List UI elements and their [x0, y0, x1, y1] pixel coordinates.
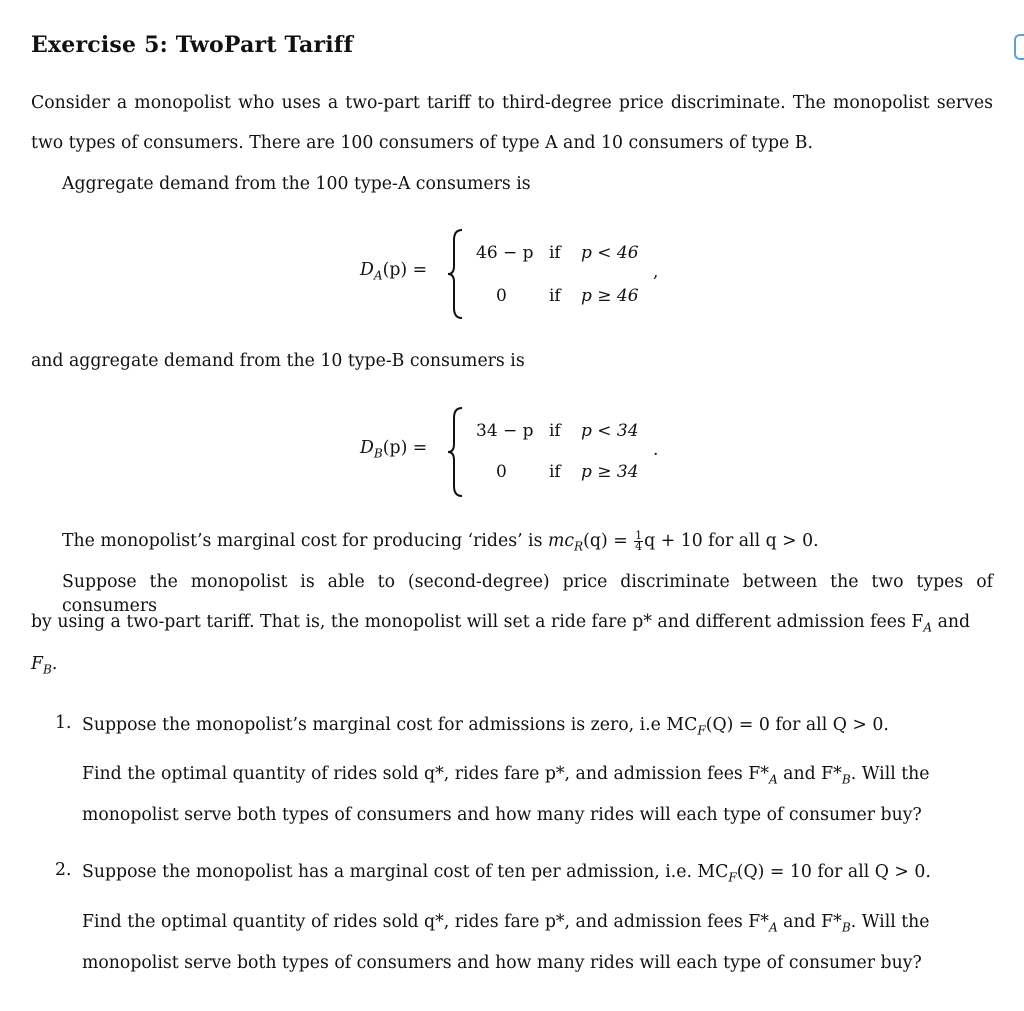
eq-a-case-2-if: if: [549, 286, 561, 306]
mc-fraction: [634, 531, 643, 552]
mc-frac-den: 4: [635, 540, 643, 553]
intro-paragraph: [31, 83, 993, 163]
mc-line: [62, 529, 819, 553]
eq-b-lhs: [360, 438, 428, 461]
q1-line2-end: . Will the: [850, 764, 930, 784]
suppose-line-3-text: F: [31, 654, 43, 674]
mc-text-before: The monopolist’s marginal cost for producing ‘rides’ is: [62, 531, 548, 551]
question-2-number: 2.: [55, 860, 72, 880]
question-2-line-2: [82, 910, 930, 934]
mc-sub: R: [574, 539, 584, 554]
q1-line2-text: Find the optimal quantity of rides sold q*, rides fare p*, and admission fees F*: [82, 764, 769, 784]
eq-a-case-2-expr: 0: [496, 286, 507, 306]
exercise-title: Exercise 5: TwoPart Tariff: [31, 32, 354, 58]
mc-symbol: mc: [547, 531, 575, 551]
question-2-line-1: [82, 860, 931, 884]
eq-a-case-1-expr: [476, 243, 534, 263]
eq-b-case-2-if: if: [549, 462, 561, 482]
eq-b-case-1-cond: p < 34: [581, 421, 639, 441]
q2-line1-end: (Q) = 10 for all Q > 0.: [736, 862, 931, 882]
eq-a-case-2-cond: p ≥ 46: [581, 286, 639, 306]
suppose-line-2-end: and: [932, 612, 971, 632]
q2-line1-text: Suppose the monopolist has a marginal cost of ten per admission, i.e. MC: [82, 862, 729, 882]
eq-b-punct: .: [653, 440, 659, 460]
q1-line1-end: (Q) = 0 for all Q > 0.: [705, 715, 889, 735]
q2-line2-end: . Will the: [850, 912, 930, 932]
q1-line2-sub1: A: [768, 772, 778, 787]
eq-a-case-1-cond: p < 46: [581, 243, 639, 263]
intro-line-2: two types of consumers. There are 100 consumers of type A and 10 consumers of type B.: [31, 133, 813, 153]
eq-b-lhs-tail: (p) =: [382, 438, 428, 458]
eq-b-case-1-expr: 34 − p: [476, 421, 534, 441]
q1-line1-sub: F: [697, 723, 706, 738]
question-1-number: 1.: [55, 713, 72, 733]
suppose-line-3-sub: B: [43, 662, 52, 677]
suppose-line-1: Suppose the monopolist is able to (second-degree) price discriminate between the two types of consumers: [62, 572, 993, 616]
eq-a-lhs-symbol: D: [360, 260, 374, 280]
q2-line2-sub1: A: [768, 920, 778, 935]
eq-b-lhs-symbol: D: [360, 438, 374, 458]
suppose-line-2: [31, 610, 970, 634]
eq-b-case-1-if: if: [549, 421, 561, 441]
suppose-line-3-end: .: [51, 654, 58, 674]
eq-b-case-2-cond: p ≥ 34: [581, 462, 639, 482]
eq-a-brace: [446, 228, 466, 320]
mid-text: and aggregate demand from the 10 type-B consumers is: [31, 351, 525, 371]
mc-mid: (q) =: [583, 531, 634, 551]
eq-a-lhs-sub: A: [373, 268, 383, 283]
eq-a-lhs-tail: (p) =: [382, 260, 428, 280]
suppose-line-3: [31, 652, 57, 676]
mc-rest: q + 10 for all q > 0.: [644, 531, 819, 551]
mc-frac-num: 1: [635, 529, 643, 542]
q1-line2-sub2: B: [841, 772, 851, 787]
intro-line-3: Aggregate demand from the 100 type-A consumers is: [62, 174, 531, 194]
question-1-line-2: [82, 762, 930, 786]
question-1-line-1: [82, 713, 889, 737]
q1-line2-mid: and F*: [777, 764, 842, 784]
q2-line2-mid: and F*: [777, 912, 842, 932]
question-2-line-3: monopolist serve both types of consumers and how many rides will each type of consumer buy?: [82, 953, 922, 973]
scroll-edge-icon[interactable]: [1014, 34, 1024, 60]
eq-a-case-1-text: 46 − p: [476, 243, 534, 263]
intro-line-1: Consider a monopolist who uses a two-part tariff to third-degree price discriminate. The monopolist serves: [31, 93, 993, 113]
eq-b-case-2-expr: 0: [496, 462, 507, 482]
eq-a-lhs: [360, 260, 428, 283]
q2-line1-sub: F: [728, 870, 737, 885]
eq-a-case-1-if: if: [549, 243, 561, 263]
q2-line2-text: Find the optimal quantity of rides sold q*, rides fare p*, and admission fees F*: [82, 912, 769, 932]
q1-line1-text: Suppose the monopolist’s marginal cost for admissions is zero, i.e MC: [82, 715, 698, 735]
q2-line2-sub2: B: [841, 920, 851, 935]
question-1-line-3: monopolist serve both types of consumers and how many rides will each type of consumer buy?: [82, 805, 922, 825]
eq-b-lhs-sub: B: [373, 446, 383, 461]
eq-b-brace: [446, 406, 466, 498]
eq-a-punct: ,: [653, 262, 659, 282]
suppose-line-2-text: by using a two-part tariff. That is, the monopolist will set a ride fare p* and different admission fees F: [31, 612, 924, 632]
suppose-line-2-sub: A: [923, 620, 933, 635]
